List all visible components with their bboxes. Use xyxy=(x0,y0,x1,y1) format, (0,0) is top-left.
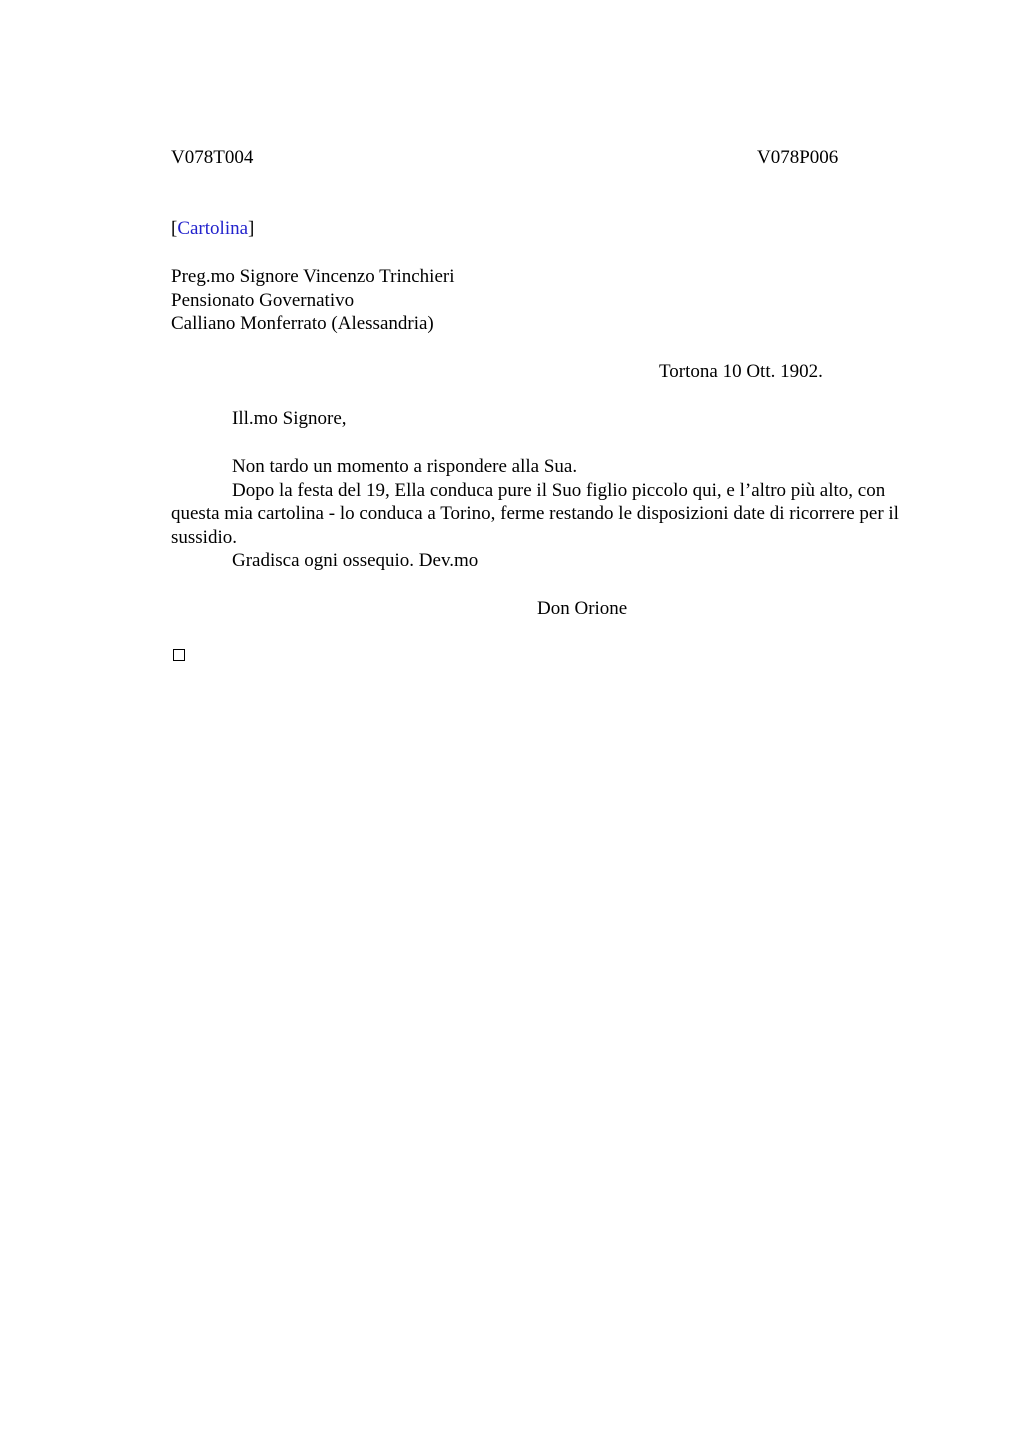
recipient-address xyxy=(171,265,454,336)
body-paragraph: Dopo la festa del 19, Ella conduca pure il Suo figlio piccolo qui, e l’altro più alto, con questa mia cartolina - lo conduca a Torino, ferme restando le disposizioni date di ricorrere per il sussidio. xyxy=(171,479,899,548)
address-line-recipient: Preg.mo Signore Vincenzo Trinchieri xyxy=(171,266,455,287)
end-marker-box-icon xyxy=(173,649,185,661)
letter-date: Tortona 10 Ott. 1902. xyxy=(659,361,823,382)
open-bracket: [ xyxy=(171,218,178,239)
cartolina-link[interactable]: Cartolina xyxy=(177,218,249,239)
close-bracket: ] xyxy=(248,218,255,239)
address-line-title: Pensionato Governativo xyxy=(171,289,355,311)
document-code-right: V078P006 xyxy=(757,147,839,168)
address-line-city: Calliano Monferrato (Alessandria) xyxy=(171,313,434,334)
salutation: Ill.mo Signore, xyxy=(232,408,347,429)
signature: Don Orione xyxy=(537,598,628,619)
body-paragraph: Non tardo un momento a rispondere alla Sua. xyxy=(232,456,578,477)
letter-body xyxy=(171,455,911,573)
document-code-left: V078T004 xyxy=(171,147,254,168)
document-type xyxy=(171,217,254,241)
body-paragraph: Gradisca ogni ossequio. Dev.mo xyxy=(232,550,479,571)
